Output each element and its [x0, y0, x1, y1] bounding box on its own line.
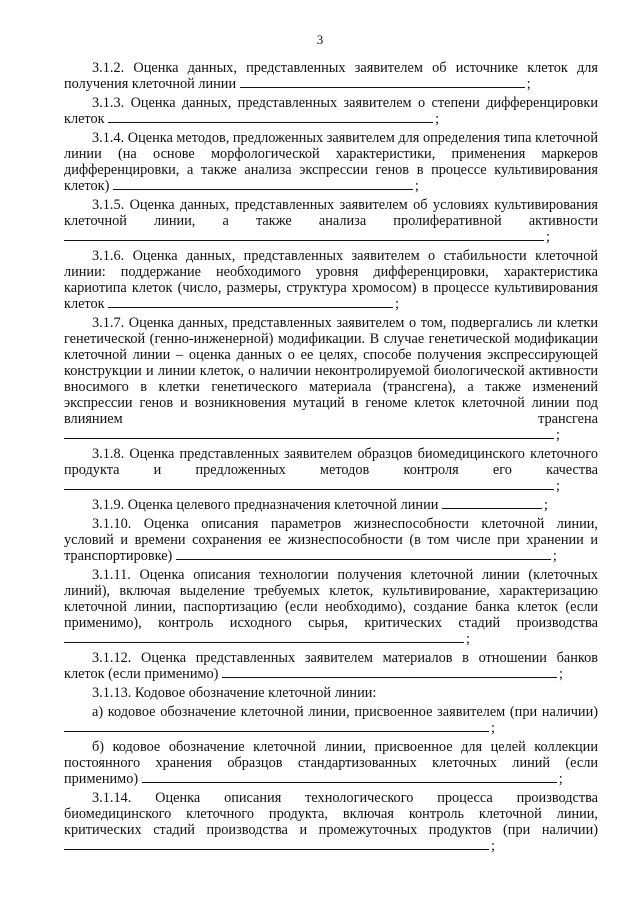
blank-fill-line [64, 478, 554, 490]
blank-fill-line [108, 111, 433, 123]
paragraph [64, 497, 598, 513]
blank-fill-line [108, 296, 393, 308]
paragraph-text: б) кодовое обозначение клеточной линии, присвоенное для целей коллекции постоянного хранения образцов стандартизованных клеточных линий (если применимо) [64, 739, 598, 787]
blank-fill-line [142, 771, 557, 783]
paragraph-text: 3.1.13. Кодовое обозначение клеточной линии: [92, 685, 377, 701]
paragraph [64, 130, 598, 194]
paragraph-text: 3.1.11. Оценка описания технологии получения клеточной линии (клеточных линий), включая выделение требуемых клеток, культивирование, характеризацию клеточной линии, паспортизацию (если необходимо), создание банка клеток (если применимо), контроль исходного сырья, критических стадий производства [64, 567, 598, 631]
blank-fill-line [176, 548, 551, 560]
paragraph [64, 704, 598, 736]
paragraph-text: 3.1.14. Оценка описания технологического процесса производства биомедицинского клеточного продукта, включая контроль клеточной линии, критических стадий производства и промежуточных продуктов (при наличии) [64, 790, 598, 838]
paragraph-text: 3.1.10. Оценка описания параметров жизнеспособности клеточной линии, условий и времени сохранения ее жизнеспособности (в том числе при хранении и транспортировке) [64, 516, 598, 564]
blank-fill-line [113, 178, 413, 190]
page-number: 3 [316, 32, 324, 47]
blank-fill-line [64, 631, 464, 643]
semicolon: ; [526, 76, 531, 92]
paragraph-text: 3.1.2. Оценка данных, представленных заявителем об источнике клеток для получения клеточной линии [64, 60, 598, 92]
semicolon: ; [435, 111, 440, 127]
semicolon: ; [546, 229, 550, 245]
semicolon: ; [491, 838, 495, 854]
blank-fill-line [64, 229, 544, 241]
paragraph [64, 516, 598, 564]
paragraph-text: 3.1.5. Оценка данных, представленных заявителем об условиях культивирования клеточной линии, а также анализа пролиферативной активности [64, 197, 598, 229]
blank-fill-line [64, 838, 489, 850]
paragraph-text: а) кодовое обозначение клеточной линии, присвоенное заявителем (при наличии) [92, 704, 598, 720]
paragraph [64, 315, 598, 443]
blank-fill-line [222, 666, 557, 678]
semicolon: ; [556, 478, 560, 494]
blank-fill-line [64, 720, 489, 732]
paragraph [64, 567, 598, 647]
paragraph-text: 3.1.7. Оценка данных, представленных заявителем о том, подвергались ли клетки генетической (генно-инженерной) модификации. В случае генетической модификации клеточной линии – оценка данных о ее целях, способе получения экспрессирующей конструкции и линии клеток, о наличии неконтролируемой биологической активности вносимого в клетки генетического материала (трансгена), а также изменений экспрессии генов и возникновения мутаций в геноме клеток клеточной линии под влиянием трансгена [64, 315, 598, 427]
blank-fill-line [240, 76, 525, 88]
semicolon: ; [556, 427, 560, 443]
document-body [64, 60, 598, 857]
semicolon: ; [491, 720, 495, 736]
paragraph-text: 3.1.4. Оценка методов, предложенных заявителем для определения типа клеточной линии (на основе морфологической характеристики, применения маркеров дифференцировки, а также анализа экспрессии генов в процессе культивирования клеток) [64, 130, 598, 194]
paragraph [64, 685, 598, 701]
semicolon: ; [414, 178, 419, 194]
paragraph-text: 3.1.8. Оценка представленных заявителем образцов биомедицинского клеточного продукта и предложенных методов контроля его качества [64, 446, 598, 478]
paragraph-text: 3.1.9. Оценка целевого предназначения клеточной линии [92, 497, 439, 513]
paragraph [64, 60, 598, 92]
blank-fill-line [442, 497, 542, 509]
paragraph-text: 3.1.6. Оценка данных, представленных заявителем о стабильности клеточной линии: поддержание необходимого уровня дифференцировки, характеристика кариотипа клеток (число, размеры, структура хромосом) в процессе культивирования клеток [64, 248, 598, 312]
semicolon: ; [558, 771, 563, 787]
paragraph [64, 650, 598, 682]
paragraph [64, 446, 598, 494]
semicolon: ; [466, 631, 470, 647]
paragraph-text: 3.1.12. Оценка представленных заявителем материалов в отношении банков клеток (если применимо) [64, 650, 598, 682]
paragraph [64, 790, 598, 854]
semicolon: ; [395, 296, 400, 312]
semicolon: ; [559, 666, 563, 682]
paragraph-text: 3.1.3. Оценка данных, представленных заявителем о степени дифференцировки клеток [64, 95, 598, 127]
paragraph [64, 197, 598, 245]
paragraph [64, 739, 598, 787]
blank-fill-line [64, 427, 554, 439]
semicolon: ; [552, 548, 557, 564]
paragraph [64, 95, 598, 127]
paragraph [64, 248, 598, 312]
semicolon: ; [543, 497, 548, 513]
